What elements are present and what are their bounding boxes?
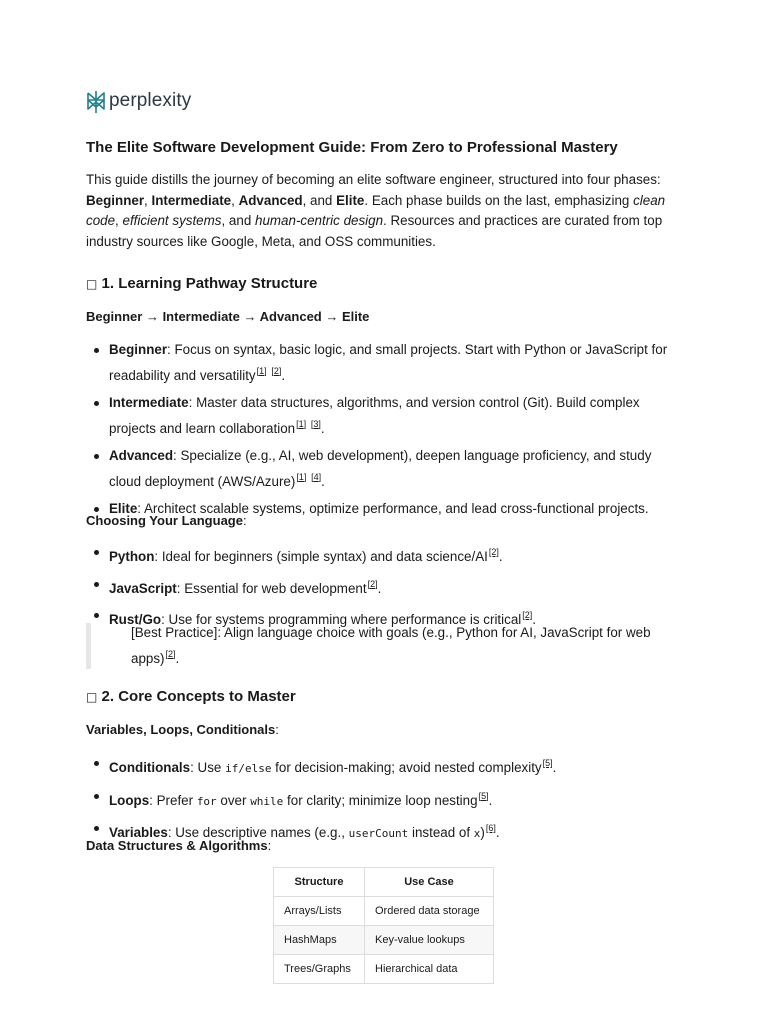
column-header-use-case: Use Case — [365, 868, 494, 897]
citation-link[interactable]: [2] — [271, 365, 282, 376]
intro-paragraph: This guide distills the journey of becoming an elite software engineer, structured into four phases: Beginner, Intermediate, Advanced, and Elite. Each phase builds on the last, emphasizing clean code, efficient systems, and human-centric design. Resources and practices are curated from top industry sources like Google, Meta, and OSS communities. — [86, 172, 666, 249]
table-cell: Key-value lookups — [365, 926, 494, 955]
list-item: Beginner: Focus on syntax, basic logic, and small projects. Start with Python or JavaScript for readability and versatility[1] [2]. — [92, 340, 682, 386]
table-cell: Arrays/Lists — [274, 897, 365, 926]
list-item: Python: Ideal for beginners (simple syntax) and data science/AI[2]. — [92, 542, 682, 568]
table-row — [274, 955, 494, 984]
variables-loops-heading: Variables, Loops, Conditionals: — [86, 722, 279, 737]
citation-link[interactable]: [5] — [478, 790, 489, 801]
list-item: Elite: Architect scalable systems, optimize performance, and lead cross-functional projects. — [92, 499, 682, 520]
pathway-sequence: Beginner → Intermediate → Advanced → Elite — [86, 309, 370, 324]
missing-glyph-icon: □ — [86, 690, 98, 704]
data-structures-table — [273, 867, 494, 984]
document-title: The Elite Software Development Guide: From Zero to Professional Mastery — [86, 139, 618, 156]
phase-list — [92, 340, 682, 520]
citation-link[interactable]: [6] — [485, 823, 496, 833]
list-item: Intermediate: Master data structures, algorithms, and version control (Git). Build complex projects and learn collaboration[1] [3]. — [92, 393, 682, 439]
missing-glyph-icon: □ — [86, 277, 98, 291]
citation-link[interactable]: [1] — [296, 471, 307, 482]
citation-link[interactable]: [2] — [488, 547, 499, 557]
table-row — [274, 897, 494, 926]
column-header-structure: Structure — [274, 868, 365, 897]
perplexity-logo[interactable] — [86, 88, 191, 116]
table-header-row — [274, 868, 494, 897]
table-row — [274, 926, 494, 955]
table-cell: Hierarchical data — [365, 955, 494, 984]
section-heading-learning-pathway: □ 1. Learning Pathway Structure — [86, 275, 318, 292]
list-item: JavaScript: Essential for web development[2]. — [92, 574, 682, 600]
table-cell: HashMaps — [274, 926, 365, 955]
citation-link[interactable]: [3] — [310, 418, 321, 429]
citation-link[interactable]: [2] — [367, 578, 378, 589]
citation-link[interactable]: [5] — [542, 758, 553, 768]
list-item: Conditionals: Use if/else for decision-making; avoid nested complexity[5]. — [92, 753, 682, 780]
table-cell: Trees/Graphs — [274, 955, 365, 984]
citation-link[interactable]: [1] — [296, 418, 307, 429]
perplexity-logo-icon — [86, 90, 106, 114]
brand-name: perplexity — [109, 90, 192, 111]
list-item: Loops: Prefer for over while for clarity; minimize loop nesting[5]. — [92, 786, 682, 813]
language-list — [92, 542, 682, 631]
concepts-list — [92, 753, 682, 845]
table-cell: Ordered data storage — [365, 897, 494, 926]
citation-link[interactable]: [2] — [165, 648, 176, 659]
citation-link[interactable]: [2] — [522, 610, 533, 620]
choosing-language-heading: Choosing Your Language: — [86, 513, 247, 528]
best-practice-blockquote: [Best Practice]: Align language choice with goals (e.g., Python for AI, JavaScript for web apps)[2]. — [86, 623, 686, 669]
list-item: Rust/Go: Use for systems programming where performance is critical[2]. — [92, 605, 682, 631]
citation-link[interactable]: [1] — [256, 365, 267, 376]
data-structures-heading: Data Structures & Algorithms: — [86, 838, 272, 853]
list-item: Variables: Use descriptive names (e.g., userCount instead of x)[6]. — [92, 818, 682, 845]
citation-link[interactable]: [4] — [311, 471, 322, 482]
list-item: Advanced: Specialize (e.g., AI, web development), deepen language proficiency, and study cloud deployment (AWS/Azure)[1] [4]. — [92, 446, 682, 492]
section-heading-core-concepts: □ 2. Core Concepts to Master — [86, 688, 296, 705]
